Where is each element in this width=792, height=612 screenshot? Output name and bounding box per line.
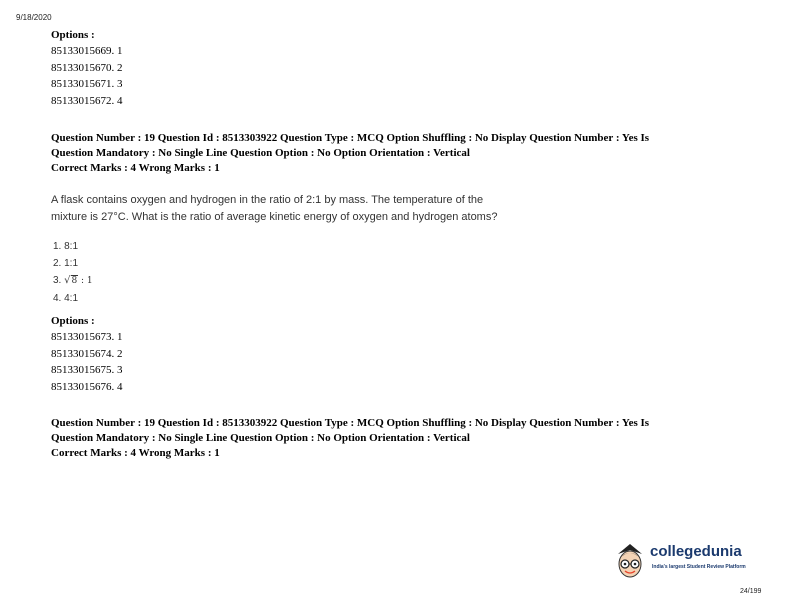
mascot-icon — [612, 540, 648, 584]
page-number: 24/199 — [740, 588, 762, 595]
choice-1: 1. 8:1 — [53, 241, 79, 252]
choice-4: 4. 4:1 — [53, 293, 79, 304]
option-id-line: 85133015672. 4 — [51, 94, 123, 107]
question-text-line: mixture is 27°C. What is the ratio of average kinetic energy of oxygen and hydrogen atoms? — [51, 211, 498, 223]
options-block — [51, 27, 123, 109]
brand-tagline: India's largest Student Review Platform — [652, 564, 746, 570]
question-text-line: A flask contains oxygen and hydrogen in the ratio of 2:1 by mass. The temperature of the — [51, 194, 484, 206]
question-text — [51, 192, 497, 226]
choice-2: 2. 1:1 — [53, 258, 79, 269]
option-id-line: 85133015673. 1 — [51, 331, 123, 343]
choice-3 — [53, 272, 93, 290]
question-meta — [51, 416, 649, 461]
option-id-line: 85133015671. 3 — [51, 78, 123, 90]
choice-3-ratio: : 1 — [81, 276, 93, 286]
print-date: 9/18/2020 — [16, 13, 52, 22]
question-meta-line: Question Mandatory : No Single Line Question Option : No Option Orientation : Vertical — [51, 432, 470, 444]
option-id-line: 85133015674. 2 — [51, 347, 123, 360]
brand-name: collegedunia — [650, 543, 742, 560]
question-meta-line: Question Number : 19 Question Id : 8513303922 Question Type : MCQ Option Shuffling : No Display Question Number : Yes Is — [51, 417, 650, 429]
options-block — [51, 313, 123, 395]
option-id-line: 85133015676. 4 — [51, 380, 123, 393]
collegedunia-logo — [612, 540, 762, 584]
marks-line: Correct Marks : 4 Wrong Marks : 1 — [51, 162, 220, 174]
sqrt-icon: √ — [64, 275, 71, 286]
sqrt-radicand: 8 — [71, 276, 78, 286]
option-id-line: 85133015670. 2 — [51, 61, 123, 74]
question-meta-line: Question Mandatory : No Single Line Question Option : No Option Orientation : Vertical — [51, 147, 470, 159]
question-meta — [51, 131, 649, 176]
choice-3-number: 3. — [53, 275, 62, 286]
answer-choices — [53, 238, 93, 307]
question-meta-line: Question Number : 19 Question Id : 8513303922 Question Type : MCQ Option Shuffling : No Display Question Number : Yes Is — [51, 132, 650, 144]
option-id-line: 85133015675. 3 — [51, 364, 123, 376]
marks-line: Correct Marks : 4 Wrong Marks : 1 — [51, 447, 220, 459]
options-title: Options : — [51, 29, 95, 41]
sqrt-expression — [64, 272, 78, 290]
options-title: Options : — [51, 315, 95, 327]
option-id-line: 85133015669. 1 — [51, 45, 123, 57]
